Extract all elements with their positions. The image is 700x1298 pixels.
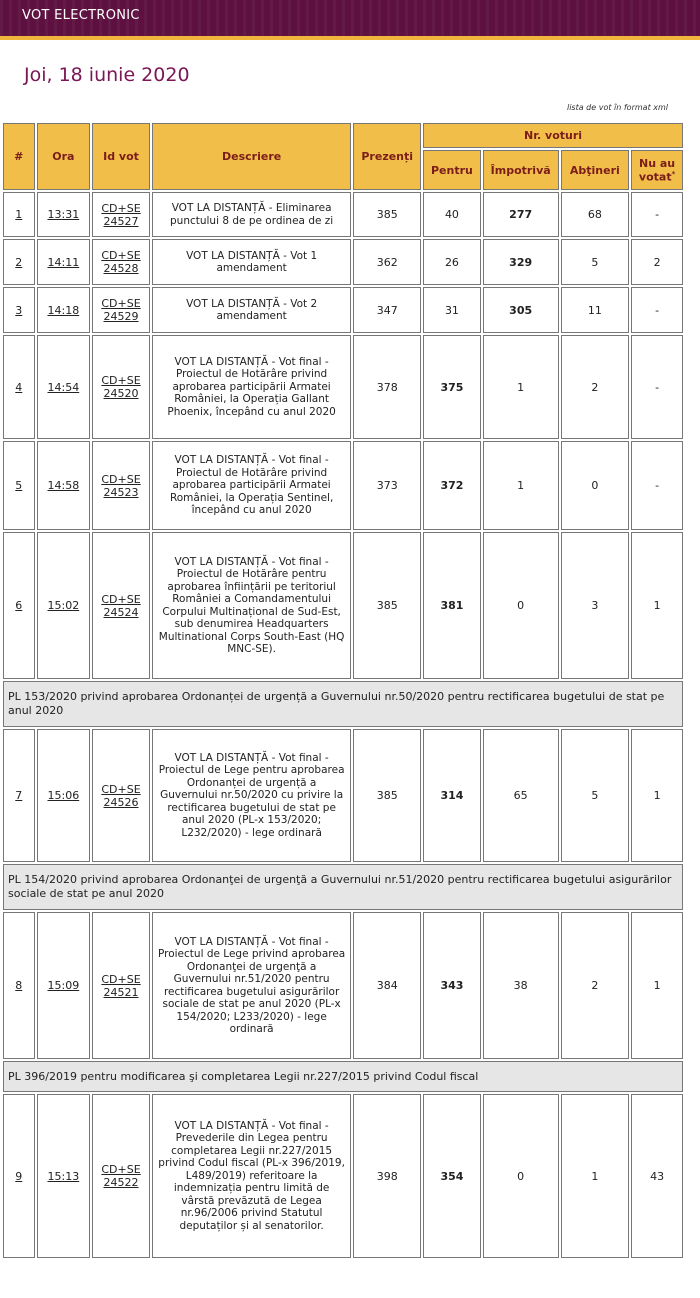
vote-id-link[interactable]: [92, 912, 150, 1059]
vote-description: VOT LA DISTANȚĂ - Vot final - Proiectul de Hotărâre privind aprobarea participării Armatei României, la Operația Gallant Phoenix, începând cu anul 2020: [152, 335, 351, 439]
row-number[interactable]: 4: [15, 380, 23, 394]
did-not-vote-count: -: [631, 287, 683, 333]
bill-section-row: [3, 1061, 683, 1092]
table-row: [3, 441, 683, 530]
vote-description: VOT LA DISTANȚĂ - Vot final - Prevederile din Legea pentru completarea Legii nr.227/2015 privind Codul fiscal (PL-x 396/2019, L489/2019) referitoare la indemnizația pentru limită de vârstă prevăzută de Legea nr.96/2006 privind Statutul deputaților și al senatorilor.: [152, 1094, 351, 1258]
did-not-vote-count: 1: [631, 532, 683, 679]
row-number-link[interactable]: [3, 729, 35, 862]
time-value[interactable]: 14:58: [47, 479, 80, 492]
present-count: 378: [353, 335, 421, 439]
table-row: [3, 912, 683, 1059]
abstentions-count: 68: [561, 192, 630, 237]
votes-table: [1, 121, 685, 1260]
for-count: 40: [423, 192, 481, 237]
for-count: 314: [423, 729, 481, 862]
abstentions-count: 1: [561, 1094, 630, 1258]
time-link[interactable]: [37, 729, 91, 862]
table-row: [3, 335, 683, 439]
table-row: [3, 1094, 683, 1258]
col-header-did-not-vote: [631, 150, 683, 190]
time-value[interactable]: 15:09: [47, 979, 80, 992]
col-header-number: #: [3, 123, 35, 190]
table-row: [3, 532, 683, 679]
for-count: 375: [423, 335, 481, 439]
did-not-vote-count: 1: [631, 729, 683, 862]
time-link[interactable]: [37, 335, 91, 439]
vote-description: VOT LA DISTANȚĂ - Vot final - Proiectul de Lege privind aprobarea Ordonanţei de urgenţă a Guvernului nr.51/2020 pentru rectificarea bugetului asigurărilor sociale de stat pe anul 2020 (PL-x 154/2020; L233/2020) - lege ordinară: [152, 912, 351, 1059]
xml-list-link[interactable]: lista de vot în format xml: [566, 103, 668, 112]
vote-description: VOT LA DISTANȚĂ - Vot 2 amendament: [152, 287, 351, 333]
present-count: 373: [353, 441, 421, 530]
row-number[interactable]: 6: [15, 599, 23, 612]
time-link[interactable]: [37, 192, 91, 237]
did-not-vote-count: 43: [631, 1094, 683, 1258]
time-link[interactable]: [37, 912, 91, 1059]
row-number-link[interactable]: [3, 441, 35, 530]
vote-id-link[interactable]: [92, 335, 150, 439]
vote-id-value[interactable]: CD+SE 24528: [101, 249, 141, 275]
row-number[interactable]: 8: [15, 979, 23, 992]
against-count: 38: [483, 912, 559, 1059]
row-number-link[interactable]: [3, 239, 35, 285]
time-value[interactable]: 13:31: [47, 208, 80, 221]
time-link[interactable]: [37, 287, 91, 333]
col-header-vote-id: Id vot: [92, 123, 150, 190]
did-not-vote-label: Nu au votat: [638, 156, 676, 184]
row-number-link[interactable]: [3, 1094, 35, 1258]
table-row: [3, 239, 683, 285]
row-number-link[interactable]: [3, 335, 35, 439]
vote-id-link[interactable]: [92, 287, 150, 333]
abstentions-count: 3: [561, 532, 630, 679]
page-date-title: Joi, 18 iunie 2020: [24, 64, 190, 86]
vote-id-link[interactable]: [92, 239, 150, 285]
against-count: 1: [483, 335, 559, 439]
vote-description: VOT LA DISTANȚĂ - Eliminarea punctului 8 de pe ordinea de zi: [152, 192, 351, 237]
bill-section-title: PL 396/2019 pentru modificarea şi completarea Legii nr.227/2015 privind Codul fiscal: [3, 1061, 683, 1092]
vote-id-value[interactable]: CD+SE 24529: [101, 297, 141, 323]
did-not-vote-count: 1: [631, 912, 683, 1059]
vote-id-value[interactable]: CD+SE 24522: [101, 1163, 141, 1189]
row-number[interactable]: 1: [15, 208, 23, 221]
abstentions-count: 0: [561, 441, 630, 530]
for-count: 343: [423, 912, 481, 1059]
time-link[interactable]: [37, 441, 91, 530]
did-not-vote-count: -: [631, 335, 683, 439]
col-header-vote-counts: Nr. voturi: [423, 123, 683, 148]
top-banner: [0, 0, 700, 40]
row-number[interactable]: 9: [15, 1169, 23, 1183]
vote-id-link[interactable]: [92, 441, 150, 530]
col-header-time: Ora: [37, 123, 91, 190]
row-number-link[interactable]: [3, 287, 35, 333]
table-row: [3, 287, 683, 333]
present-count: 384: [353, 912, 421, 1059]
vote-id-link[interactable]: [92, 192, 150, 237]
vote-description: VOT LA DISTANȚĂ - Vot final - Proiectul de Hotărâre privind aprobarea participării Armatei României, la Operația Sentinel, începând cu anul 2020: [152, 441, 351, 530]
did-not-vote-count: 2: [631, 239, 683, 285]
row-number-link[interactable]: [3, 192, 35, 237]
time-value[interactable]: 15:02: [47, 599, 80, 612]
against-count: 305: [483, 287, 559, 333]
did-not-vote-count: -: [631, 192, 683, 237]
row-number[interactable]: 2: [15, 255, 23, 269]
col-header-present: Prezenți: [353, 123, 421, 190]
vote-id-link[interactable]: [92, 729, 150, 862]
vote-id-value[interactable]: CD+SE 24526: [101, 782, 141, 809]
did-not-vote-footnote-mark: *: [671, 169, 676, 178]
table-row: [3, 192, 683, 237]
present-count: 398: [353, 1094, 421, 1258]
present-count: 362: [353, 239, 421, 285]
time-value[interactable]: 14:54: [47, 380, 80, 394]
vote-description: VOT LA DISTANȚĂ - Vot final - Proiectul de Lege pentru aprobarea Ordonanței de urgență a Guvernului nr.50/2020 cu privire la rectificarea bugetului de stat pe anul 2020 (PL-x 153/2020; L232/2020) - lege ordinară: [152, 729, 351, 862]
against-count: 65: [483, 729, 559, 862]
row-number[interactable]: 5: [15, 479, 23, 492]
vote-id-value[interactable]: CD+SE 24521: [101, 972, 141, 999]
vote-id-value[interactable]: CD+SE 24527: [101, 201, 141, 228]
vote-id-value[interactable]: CD+SE 24524: [101, 592, 141, 619]
time-value[interactable]: 15:06: [47, 789, 80, 802]
time-value[interactable]: 14:18: [47, 303, 80, 317]
abstentions-count: 2: [561, 912, 630, 1059]
for-count: 26: [423, 239, 481, 285]
time-value[interactable]: 14:11: [47, 255, 80, 269]
present-count: 385: [353, 192, 421, 237]
bill-section-title: PL 153/2020 privind aprobarea Ordonanței de urgență a Guvernului nr.50/2020 pentru rectificarea bugetului de stat pe anul 2020: [3, 681, 683, 727]
vote-description: VOT LA DISTANȚĂ - Vot final - Proiectul de Hotărâre pentru aprobarea înființării pe teritoriul României a Comandamentului Corpului Multinațional de Sud-Est, sub denumirea Headquarters Multinational Corps South-East (HQ MNC-SE).: [152, 532, 351, 679]
abstentions-count: 11: [561, 287, 630, 333]
abstentions-count: 2: [561, 335, 630, 439]
abstentions-count: 5: [561, 729, 630, 862]
time-link[interactable]: [37, 1094, 91, 1258]
did-not-vote-count: -: [631, 441, 683, 530]
bill-section-row: [3, 864, 683, 910]
vote-id-value[interactable]: CD+SE 24520: [101, 374, 141, 400]
for-count: 372: [423, 441, 481, 530]
bill-section-title: PL 154/2020 privind aprobarea Ordonanţei de urgenţă a Guvernului nr.51/2020 pentru rectificarea bugetului asigurărilor sociale de stat pe anul 2020: [3, 864, 683, 910]
time-link[interactable]: [37, 239, 91, 285]
row-number-link[interactable]: [3, 912, 35, 1059]
against-count: 0: [483, 1094, 559, 1258]
against-count: 329: [483, 239, 559, 285]
vote-id-link[interactable]: [92, 1094, 150, 1258]
against-count: 1: [483, 441, 559, 530]
table-row: [3, 729, 683, 862]
row-number-link[interactable]: [3, 532, 35, 679]
vote-id-link[interactable]: [92, 532, 150, 679]
site-title: VOT ELECTRONIC: [22, 8, 140, 23]
bill-section-row: [3, 681, 683, 727]
row-number[interactable]: 7: [15, 789, 23, 802]
for-count: 31: [423, 287, 481, 333]
col-header-description: Descriere: [152, 123, 351, 190]
col-header-abstentions: Abţineri: [561, 150, 630, 190]
against-count: 277: [483, 192, 559, 237]
vote-description: VOT LA DISTANȚĂ - Vot 1 amendament: [152, 239, 351, 285]
present-count: 385: [353, 532, 421, 679]
for-count: 354: [423, 1094, 481, 1258]
time-link[interactable]: [37, 532, 91, 679]
time-value[interactable]: 15:13: [47, 1169, 80, 1183]
abstentions-count: 5: [561, 239, 630, 285]
for-count: 381: [423, 532, 481, 679]
vote-id-value[interactable]: CD+SE 24523: [101, 472, 141, 499]
present-count: 347: [353, 287, 421, 333]
col-header-against: Împotrivă: [483, 150, 559, 190]
present-count: 385: [353, 729, 421, 862]
col-header-for: Pentru: [423, 150, 481, 190]
against-count: 0: [483, 532, 559, 679]
row-number[interactable]: 3: [15, 303, 23, 317]
